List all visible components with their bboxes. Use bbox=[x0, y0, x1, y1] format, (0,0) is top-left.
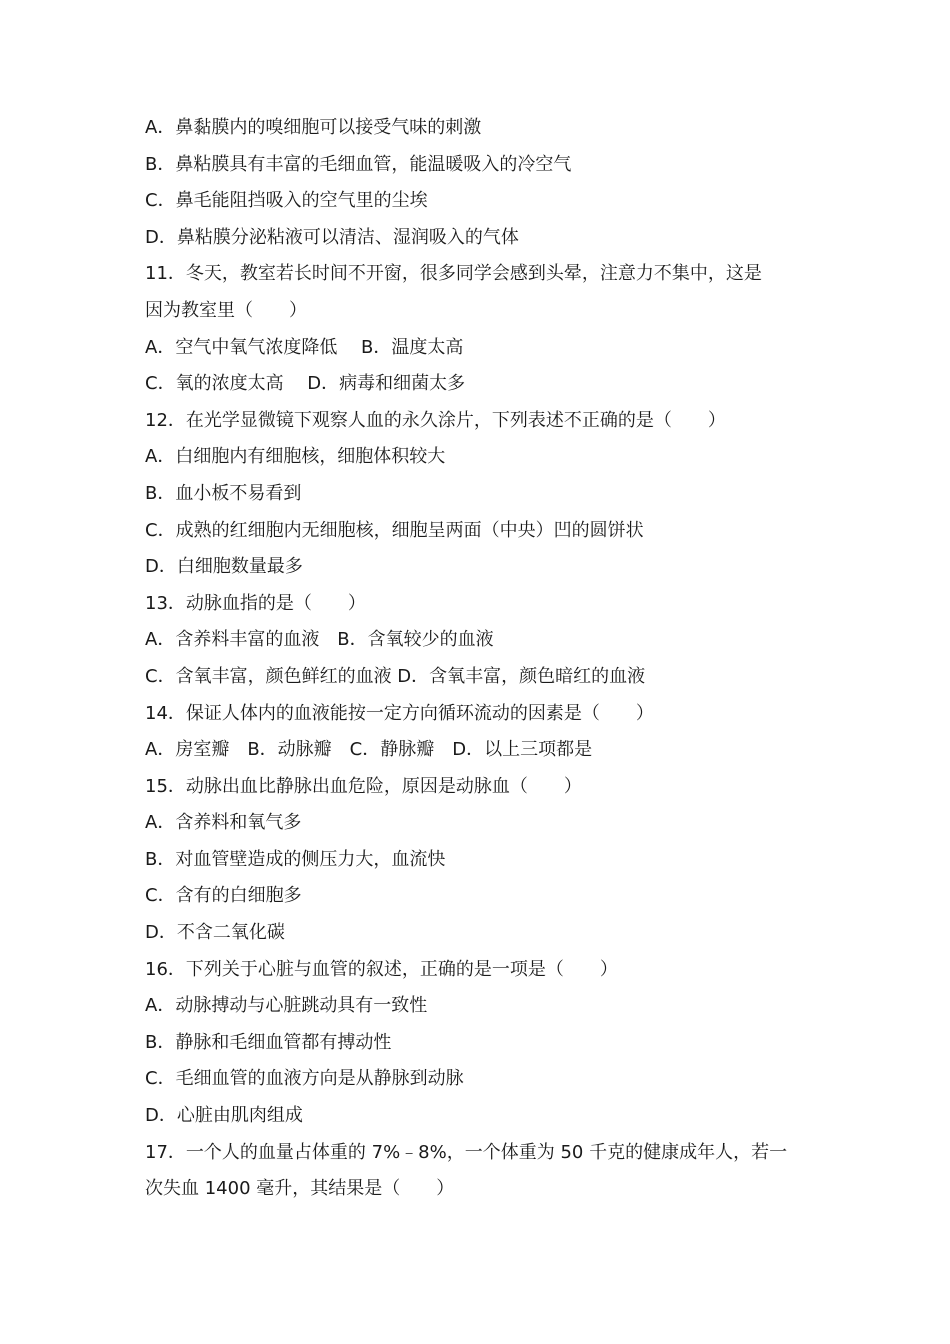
question-14-stem: 14．保证人体内的血液能按一定方向循环流动的因素是（ ） bbox=[145, 702, 654, 724]
option-line: A．动脉搏动与心脏跳动具有一致性 bbox=[145, 995, 428, 1017]
option-line: D．不含二氧化碳 bbox=[145, 922, 285, 944]
option-line: C．鼻毛能阻挡吸入的空气里的尘埃 bbox=[145, 190, 428, 212]
option-line: B．血小板不易看到 bbox=[145, 482, 302, 504]
question-13-stem: 13．动脉血指的是（ ） bbox=[145, 592, 366, 614]
option-line: C．含有的白细胞多 bbox=[145, 885, 302, 907]
option-line: A．白细胞内有细胞核，细胞体积较大 bbox=[145, 446, 446, 468]
question-17-stem-continued: 次失血 1400 毫升，其结果是（ ） bbox=[145, 1178, 455, 1200]
question-12-stem: 12．在光学显微镜下观察人血的永久涂片，下列表述不正确的是（ ） bbox=[145, 409, 726, 431]
option-line: C．含氧丰富，颜色鲜红的血液 D．含氧丰富，颜色暗红的血液 bbox=[145, 665, 646, 687]
option-line: D．鼻粘膜分泌粘液可以清洁、湿润吸入的气体 bbox=[145, 226, 519, 248]
option-line: A．含养料和氧气多 bbox=[145, 812, 302, 834]
question-11-stem-continued: 因为教室里（ ） bbox=[145, 299, 307, 321]
option-line: B．静脉和毛细血管都有搏动性 bbox=[145, 1031, 392, 1053]
option-line: A．空气中氧气浓度降低 B．温度太高 bbox=[145, 336, 464, 358]
option-line: C．成熟的红细胞内无细胞核，细胞呈两面（中央）凹的圆饼状 bbox=[145, 519, 644, 541]
question-11-stem: 11．冬天，教室若长时间不开窗，很多同学会感到头晕，注意力不集中，这是 bbox=[145, 263, 762, 285]
option-line: A．鼻黏膜内的嗅细胞可以接受气味的刺激 bbox=[145, 117, 482, 138]
question-text-block bbox=[145, 110, 815, 1208]
option-line: B．鼻粘膜具有丰富的毛细血管，能温暖吸入的冷空气 bbox=[145, 153, 572, 175]
option-line: A．含养料丰富的血液 B．含氧较少的血液 bbox=[145, 629, 494, 651]
option-line: C．氧的浓度太高 D．病毒和细菌太多 bbox=[145, 373, 466, 395]
option-line: C．毛细血管的血液方向是从静脉到动脉 bbox=[145, 1068, 464, 1090]
question-15-stem: 15．动脉出血比静脉出血危险，原因是动脉血（ ） bbox=[145, 775, 582, 797]
option-line: B．对血管壁造成的侧压力大，血流快 bbox=[145, 848, 446, 870]
option-line: A．房室瓣 B．动脉瓣 C．静脉瓣 D．以上三项都是 bbox=[145, 739, 593, 761]
option-line: D．白细胞数量最多 bbox=[145, 556, 303, 578]
question-16-stem: 16．下列关于心脏与血管的叙述，正确的是一项是（ ） bbox=[145, 958, 618, 980]
option-line: D．心脏由肌肉组成 bbox=[145, 1105, 303, 1127]
question-17-stem: 17．一个人的血量占体重的 7%﹣8%，一个体重为 50 千克的健康成年人，若一 bbox=[145, 1141, 788, 1163]
